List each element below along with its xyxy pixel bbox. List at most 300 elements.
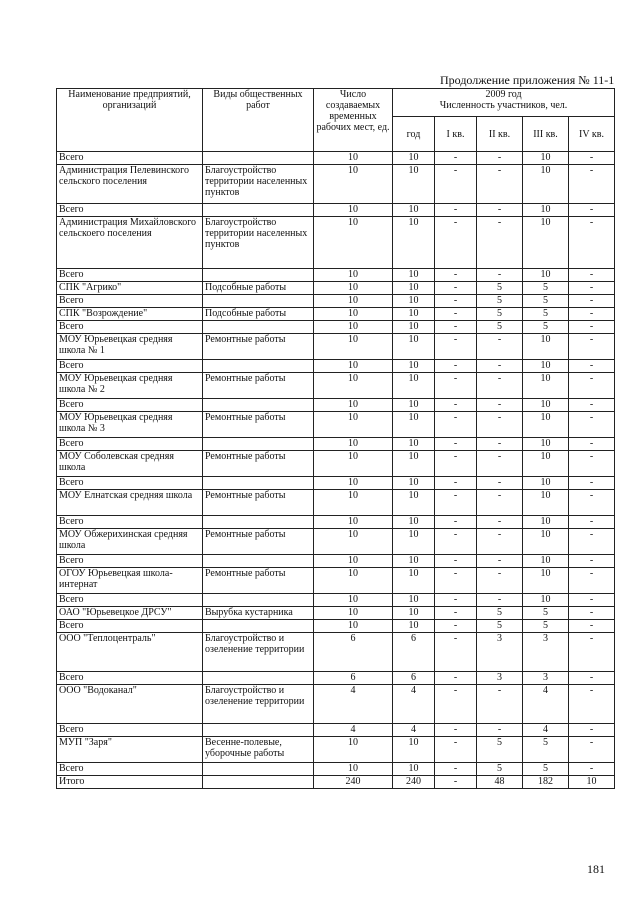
cell-q3: 3 xyxy=(523,672,569,685)
cell-q1: - xyxy=(435,568,477,594)
cell-q4: - xyxy=(569,399,615,412)
cell-q4: - xyxy=(569,594,615,607)
cell-q4: - xyxy=(569,555,615,568)
cell-year: 10 xyxy=(393,568,435,594)
cell-year: 240 xyxy=(393,776,435,789)
cell-work xyxy=(203,594,314,607)
cell-q1: - xyxy=(435,672,477,685)
cell-q1: - xyxy=(435,438,477,451)
cell-q2: - xyxy=(477,724,523,737)
cell-q2: - xyxy=(477,516,523,529)
cell-year: 10 xyxy=(393,529,435,555)
participants-table xyxy=(56,88,615,789)
cell-name: МОУ Юрьевецкая средняя школа № 2 xyxy=(57,373,203,399)
cell-q2: - xyxy=(477,685,523,724)
table-row xyxy=(57,516,615,529)
cell-q4: - xyxy=(569,334,615,360)
cell-q1: - xyxy=(435,737,477,763)
cell-year: 10 xyxy=(393,152,435,165)
cell-q1: - xyxy=(435,373,477,399)
table-row xyxy=(57,412,615,438)
cell-q3: 182 xyxy=(523,776,569,789)
cell-q3: 10 xyxy=(523,451,569,477)
table-row xyxy=(57,204,615,217)
cell-places: 10 xyxy=(314,308,393,321)
table-row xyxy=(57,360,615,373)
cell-places: 10 xyxy=(314,763,393,776)
cell-name: Всего xyxy=(57,269,203,282)
cell-places: 10 xyxy=(314,607,393,620)
cell-q1: - xyxy=(435,776,477,789)
cell-name: МУП "Заря" xyxy=(57,737,203,763)
cell-q1: - xyxy=(435,360,477,373)
cell-places: 10 xyxy=(314,490,393,516)
page-number: 181 xyxy=(587,862,605,876)
cell-q4: 10 xyxy=(569,776,615,789)
cell-work xyxy=(203,620,314,633)
cell-name: ОАО "Юрьевецкое ДРСУ" xyxy=(57,607,203,620)
cell-q1: - xyxy=(435,269,477,282)
cell-work xyxy=(203,555,314,568)
cell-name: Всего xyxy=(57,399,203,412)
cell-q2: 5 xyxy=(477,308,523,321)
cell-work: Вырубка кустарника xyxy=(203,607,314,620)
cell-q3: 4 xyxy=(523,724,569,737)
cell-q4: - xyxy=(569,308,615,321)
cell-q2: - xyxy=(477,152,523,165)
cell-year: 10 xyxy=(393,308,435,321)
cell-year: 6 xyxy=(393,672,435,685)
cell-year: 10 xyxy=(393,360,435,373)
cell-places: 10 xyxy=(314,399,393,412)
cell-q2: - xyxy=(477,529,523,555)
cell-q3: 3 xyxy=(523,633,569,672)
cell-work xyxy=(203,763,314,776)
cell-work: Ремонтные работы xyxy=(203,529,314,555)
cell-q3: 10 xyxy=(523,204,569,217)
cell-q4: - xyxy=(569,204,615,217)
cell-q3: 10 xyxy=(523,334,569,360)
cell-q2: 5 xyxy=(477,737,523,763)
table-row xyxy=(57,568,615,594)
cell-q3: 10 xyxy=(523,555,569,568)
cell-q4: - xyxy=(569,373,615,399)
cell-places: 10 xyxy=(314,373,393,399)
cell-q4: - xyxy=(569,477,615,490)
cell-q2: 3 xyxy=(477,672,523,685)
cell-q4: - xyxy=(569,607,615,620)
cell-year: 10 xyxy=(393,607,435,620)
cell-name: Всего xyxy=(57,438,203,451)
cell-work xyxy=(203,204,314,217)
cell-work: Благоустройство и озеленение территории xyxy=(203,633,314,672)
col-header-q4: IV кв. xyxy=(569,117,615,152)
year-group-label: 2009 год xyxy=(485,89,522,100)
cell-year: 4 xyxy=(393,724,435,737)
cell-work xyxy=(203,321,314,334)
cell-places: 10 xyxy=(314,477,393,490)
cell-q4: - xyxy=(569,282,615,295)
cell-places: 10 xyxy=(314,516,393,529)
cell-year: 4 xyxy=(393,685,435,724)
cell-q3: 5 xyxy=(523,308,569,321)
table-row xyxy=(57,334,615,360)
cell-q4: - xyxy=(569,295,615,308)
cell-q3: 4 xyxy=(523,685,569,724)
cell-places: 10 xyxy=(314,334,393,360)
cell-year: 6 xyxy=(393,633,435,672)
col-header-places: Число создаваемых временных рабочих мест, ед. xyxy=(314,89,393,152)
table-row xyxy=(57,438,615,451)
cell-q3: 5 xyxy=(523,282,569,295)
cell-q4: - xyxy=(569,451,615,477)
cell-name: Всего xyxy=(57,152,203,165)
cell-q2: 5 xyxy=(477,620,523,633)
cell-work: Ремонтные работы xyxy=(203,373,314,399)
cell-places: 10 xyxy=(314,529,393,555)
cell-name: СПК "Агрико" xyxy=(57,282,203,295)
col-header-works: Виды общественных работ xyxy=(203,89,314,152)
table-row xyxy=(57,308,615,321)
table-row xyxy=(57,217,615,269)
col-header-q3: III кв. xyxy=(523,117,569,152)
cell-places: 10 xyxy=(314,269,393,282)
cell-q1: - xyxy=(435,490,477,516)
cell-name: МОУ Соболевская средняя школа xyxy=(57,451,203,477)
cell-year: 10 xyxy=(393,204,435,217)
cell-q1: - xyxy=(435,204,477,217)
cell-q3: 5 xyxy=(523,763,569,776)
cell-name: МОУ Обжерихинская средняя школа xyxy=(57,529,203,555)
cell-name: Администрация Михайловского сельскоего поселения xyxy=(57,217,203,269)
cell-name: Всего xyxy=(57,477,203,490)
cell-q4: - xyxy=(569,438,615,451)
cell-q4: - xyxy=(569,568,615,594)
cell-q1: - xyxy=(435,555,477,568)
cell-places: 6 xyxy=(314,672,393,685)
table-row xyxy=(57,607,615,620)
col-header-q2: II кв. xyxy=(477,117,523,152)
cell-q4: - xyxy=(569,269,615,282)
cell-name: Всего xyxy=(57,620,203,633)
cell-q3: 5 xyxy=(523,321,569,334)
cell-q4: - xyxy=(569,529,615,555)
participants-label: Численность участников, чел. xyxy=(439,100,568,111)
cell-work: Ремонтные работы xyxy=(203,334,314,360)
cell-q1: - xyxy=(435,516,477,529)
cell-q4: - xyxy=(569,152,615,165)
cell-q3: 5 xyxy=(523,737,569,763)
cell-q4: - xyxy=(569,412,615,438)
cell-places: 10 xyxy=(314,620,393,633)
cell-q1: - xyxy=(435,529,477,555)
cell-work xyxy=(203,399,314,412)
cell-work xyxy=(203,672,314,685)
cell-name: Всего xyxy=(57,555,203,568)
cell-places: 10 xyxy=(314,152,393,165)
cell-q1: - xyxy=(435,165,477,204)
cell-places: 10 xyxy=(314,282,393,295)
cell-year: 10 xyxy=(393,373,435,399)
cell-q2: 5 xyxy=(477,282,523,295)
cell-q3: 10 xyxy=(523,412,569,438)
cell-year: 10 xyxy=(393,737,435,763)
cell-q1: - xyxy=(435,477,477,490)
cell-q4: - xyxy=(569,633,615,672)
cell-year: 10 xyxy=(393,438,435,451)
table-row xyxy=(57,555,615,568)
cell-name: Всего xyxy=(57,594,203,607)
cell-year: 10 xyxy=(393,451,435,477)
cell-year: 10 xyxy=(393,620,435,633)
cell-q3: 10 xyxy=(523,217,569,269)
cell-places: 10 xyxy=(314,217,393,269)
cell-q3: 10 xyxy=(523,152,569,165)
cell-q1: - xyxy=(435,633,477,672)
cell-places: 10 xyxy=(314,165,393,204)
continuation-note: Продолжение приложения № 11-1 xyxy=(440,73,615,87)
cell-name: Итого xyxy=(57,776,203,789)
cell-q1: - xyxy=(435,217,477,269)
cell-q2: - xyxy=(477,438,523,451)
cell-name: Всего xyxy=(57,204,203,217)
cell-year: 10 xyxy=(393,477,435,490)
cell-name: Всего xyxy=(57,360,203,373)
cell-q4: - xyxy=(569,685,615,724)
cell-work xyxy=(203,724,314,737)
cell-q3: 10 xyxy=(523,438,569,451)
cell-q1: - xyxy=(435,451,477,477)
cell-q1: - xyxy=(435,334,477,360)
cell-q1: - xyxy=(435,399,477,412)
table-row xyxy=(57,763,615,776)
cell-name: ОГОУ Юрьевецкая школа-интернат xyxy=(57,568,203,594)
cell-places: 10 xyxy=(314,412,393,438)
cell-q3: 10 xyxy=(523,477,569,490)
cell-q2: 5 xyxy=(477,321,523,334)
cell-work xyxy=(203,152,314,165)
col-header-q1: I кв. xyxy=(435,117,477,152)
cell-year: 10 xyxy=(393,763,435,776)
cell-places: 4 xyxy=(314,685,393,724)
cell-q1: - xyxy=(435,594,477,607)
cell-name: МОУ Юрьевецкая средняя школа № 1 xyxy=(57,334,203,360)
cell-q2: 5 xyxy=(477,763,523,776)
cell-q2: 48 xyxy=(477,776,523,789)
table-row xyxy=(57,399,615,412)
cell-year: 10 xyxy=(393,295,435,308)
cell-q3: 10 xyxy=(523,399,569,412)
cell-q3: 10 xyxy=(523,373,569,399)
table-row xyxy=(57,152,615,165)
cell-places: 10 xyxy=(314,568,393,594)
cell-year: 10 xyxy=(393,334,435,360)
cell-q1: - xyxy=(435,152,477,165)
table-body xyxy=(57,152,615,789)
cell-work: Ремонтные работы xyxy=(203,490,314,516)
cell-name: СПК "Возрождение" xyxy=(57,308,203,321)
table-row xyxy=(57,620,615,633)
cell-q2: 3 xyxy=(477,633,523,672)
cell-q1: - xyxy=(435,607,477,620)
cell-q1: - xyxy=(435,724,477,737)
cell-q2: - xyxy=(477,204,523,217)
table-row xyxy=(57,685,615,724)
table-row xyxy=(57,269,615,282)
cell-name: Всего xyxy=(57,672,203,685)
cell-year: 10 xyxy=(393,399,435,412)
table-row xyxy=(57,373,615,399)
cell-q1: - xyxy=(435,295,477,308)
table-row xyxy=(57,672,615,685)
cell-q2: - xyxy=(477,399,523,412)
cell-q3: 5 xyxy=(523,620,569,633)
cell-q2: - xyxy=(477,269,523,282)
cell-name: Всего xyxy=(57,724,203,737)
cell-q3: 10 xyxy=(523,529,569,555)
cell-places: 10 xyxy=(314,594,393,607)
cell-year: 10 xyxy=(393,165,435,204)
cell-places: 10 xyxy=(314,737,393,763)
cell-q2: - xyxy=(477,477,523,490)
cell-name: Всего xyxy=(57,516,203,529)
cell-q2: - xyxy=(477,451,523,477)
cell-year: 10 xyxy=(393,412,435,438)
cell-q2: - xyxy=(477,594,523,607)
table-row xyxy=(57,282,615,295)
cell-q4: - xyxy=(569,165,615,204)
cell-name: Администрация Пелевинского сельского поселения xyxy=(57,165,203,204)
cell-year: 10 xyxy=(393,321,435,334)
cell-q4: - xyxy=(569,724,615,737)
cell-q3: 5 xyxy=(523,607,569,620)
cell-work xyxy=(203,516,314,529)
cell-name: Всего xyxy=(57,763,203,776)
cell-q1: - xyxy=(435,620,477,633)
cell-name: Всего xyxy=(57,321,203,334)
table-row xyxy=(57,529,615,555)
cell-year: 10 xyxy=(393,555,435,568)
cell-work xyxy=(203,776,314,789)
cell-q1: - xyxy=(435,685,477,724)
cell-q4: - xyxy=(569,321,615,334)
cell-q1: - xyxy=(435,321,477,334)
cell-year: 10 xyxy=(393,594,435,607)
cell-places: 10 xyxy=(314,451,393,477)
cell-q3: 10 xyxy=(523,568,569,594)
table-row xyxy=(57,165,615,204)
cell-places: 10 xyxy=(314,295,393,308)
cell-q3: 10 xyxy=(523,165,569,204)
cell-q2: - xyxy=(477,165,523,204)
cell-q2: 5 xyxy=(477,607,523,620)
cell-name: МОУ Елнатская средняя школа xyxy=(57,490,203,516)
cell-q3: 10 xyxy=(523,360,569,373)
cell-places: 10 xyxy=(314,321,393,334)
cell-work: Ремонтные работы xyxy=(203,412,314,438)
cell-work: Подсобные работы xyxy=(203,282,314,295)
cell-q4: - xyxy=(569,516,615,529)
cell-work xyxy=(203,477,314,490)
cell-q1: - xyxy=(435,282,477,295)
cell-year: 10 xyxy=(393,269,435,282)
table-row xyxy=(57,451,615,477)
table-row xyxy=(57,737,615,763)
cell-q3: 10 xyxy=(523,594,569,607)
cell-q4: - xyxy=(569,672,615,685)
col-header-year: год xyxy=(393,117,435,152)
cell-q2: - xyxy=(477,217,523,269)
cell-q2: - xyxy=(477,490,523,516)
cell-q2: - xyxy=(477,568,523,594)
cell-q2: - xyxy=(477,360,523,373)
cell-q3: 10 xyxy=(523,269,569,282)
cell-name: МОУ Юрьевецкая средняя школа № 3 xyxy=(57,412,203,438)
table-row xyxy=(57,295,615,308)
cell-q3: 10 xyxy=(523,490,569,516)
col-header-name: Наименование предприятий, организаций xyxy=(57,89,203,152)
cell-q2: - xyxy=(477,412,523,438)
cell-year: 10 xyxy=(393,490,435,516)
cell-q2: - xyxy=(477,373,523,399)
cell-work xyxy=(203,438,314,451)
cell-work: Благоустройство и озеленение территории xyxy=(203,685,314,724)
cell-work: Ремонтные работы xyxy=(203,451,314,477)
cell-year: 10 xyxy=(393,282,435,295)
cell-work xyxy=(203,360,314,373)
table-row xyxy=(57,477,615,490)
cell-work xyxy=(203,269,314,282)
table-row xyxy=(57,633,615,672)
cell-q1: - xyxy=(435,763,477,776)
table-row xyxy=(57,776,615,789)
cell-q4: - xyxy=(569,360,615,373)
cell-q1: - xyxy=(435,308,477,321)
cell-year: 10 xyxy=(393,217,435,269)
cell-work: Подсобные работы xyxy=(203,308,314,321)
cell-name: ООО "Водоканал" xyxy=(57,685,203,724)
cell-work: Весенне-полевые, уборочные работы xyxy=(203,737,314,763)
table-row xyxy=(57,321,615,334)
table-row xyxy=(57,724,615,737)
cell-q4: - xyxy=(569,737,615,763)
cell-q2: - xyxy=(477,334,523,360)
cell-q4: - xyxy=(569,217,615,269)
cell-year: 10 xyxy=(393,516,435,529)
cell-places: 10 xyxy=(314,438,393,451)
cell-places: 10 xyxy=(314,555,393,568)
cell-places: 10 xyxy=(314,204,393,217)
cell-q4: - xyxy=(569,763,615,776)
table-row xyxy=(57,490,615,516)
cell-work xyxy=(203,295,314,308)
col-header-year-group xyxy=(393,89,615,117)
cell-name: ООО "Теплоцентраль" xyxy=(57,633,203,672)
cell-q1: - xyxy=(435,412,477,438)
cell-work: Благоустройство территории населенных пунктов xyxy=(203,165,314,204)
cell-places: 6 xyxy=(314,633,393,672)
cell-name: Всего xyxy=(57,295,203,308)
table-row xyxy=(57,594,615,607)
cell-places: 240 xyxy=(314,776,393,789)
cell-places: 10 xyxy=(314,360,393,373)
cell-work: Благоустройство территории населенных пунктов xyxy=(203,217,314,269)
cell-q2: - xyxy=(477,555,523,568)
cell-q3: 5 xyxy=(523,295,569,308)
cell-q2: 5 xyxy=(477,295,523,308)
cell-q3: 10 xyxy=(523,516,569,529)
cell-work: Ремонтные работы xyxy=(203,568,314,594)
